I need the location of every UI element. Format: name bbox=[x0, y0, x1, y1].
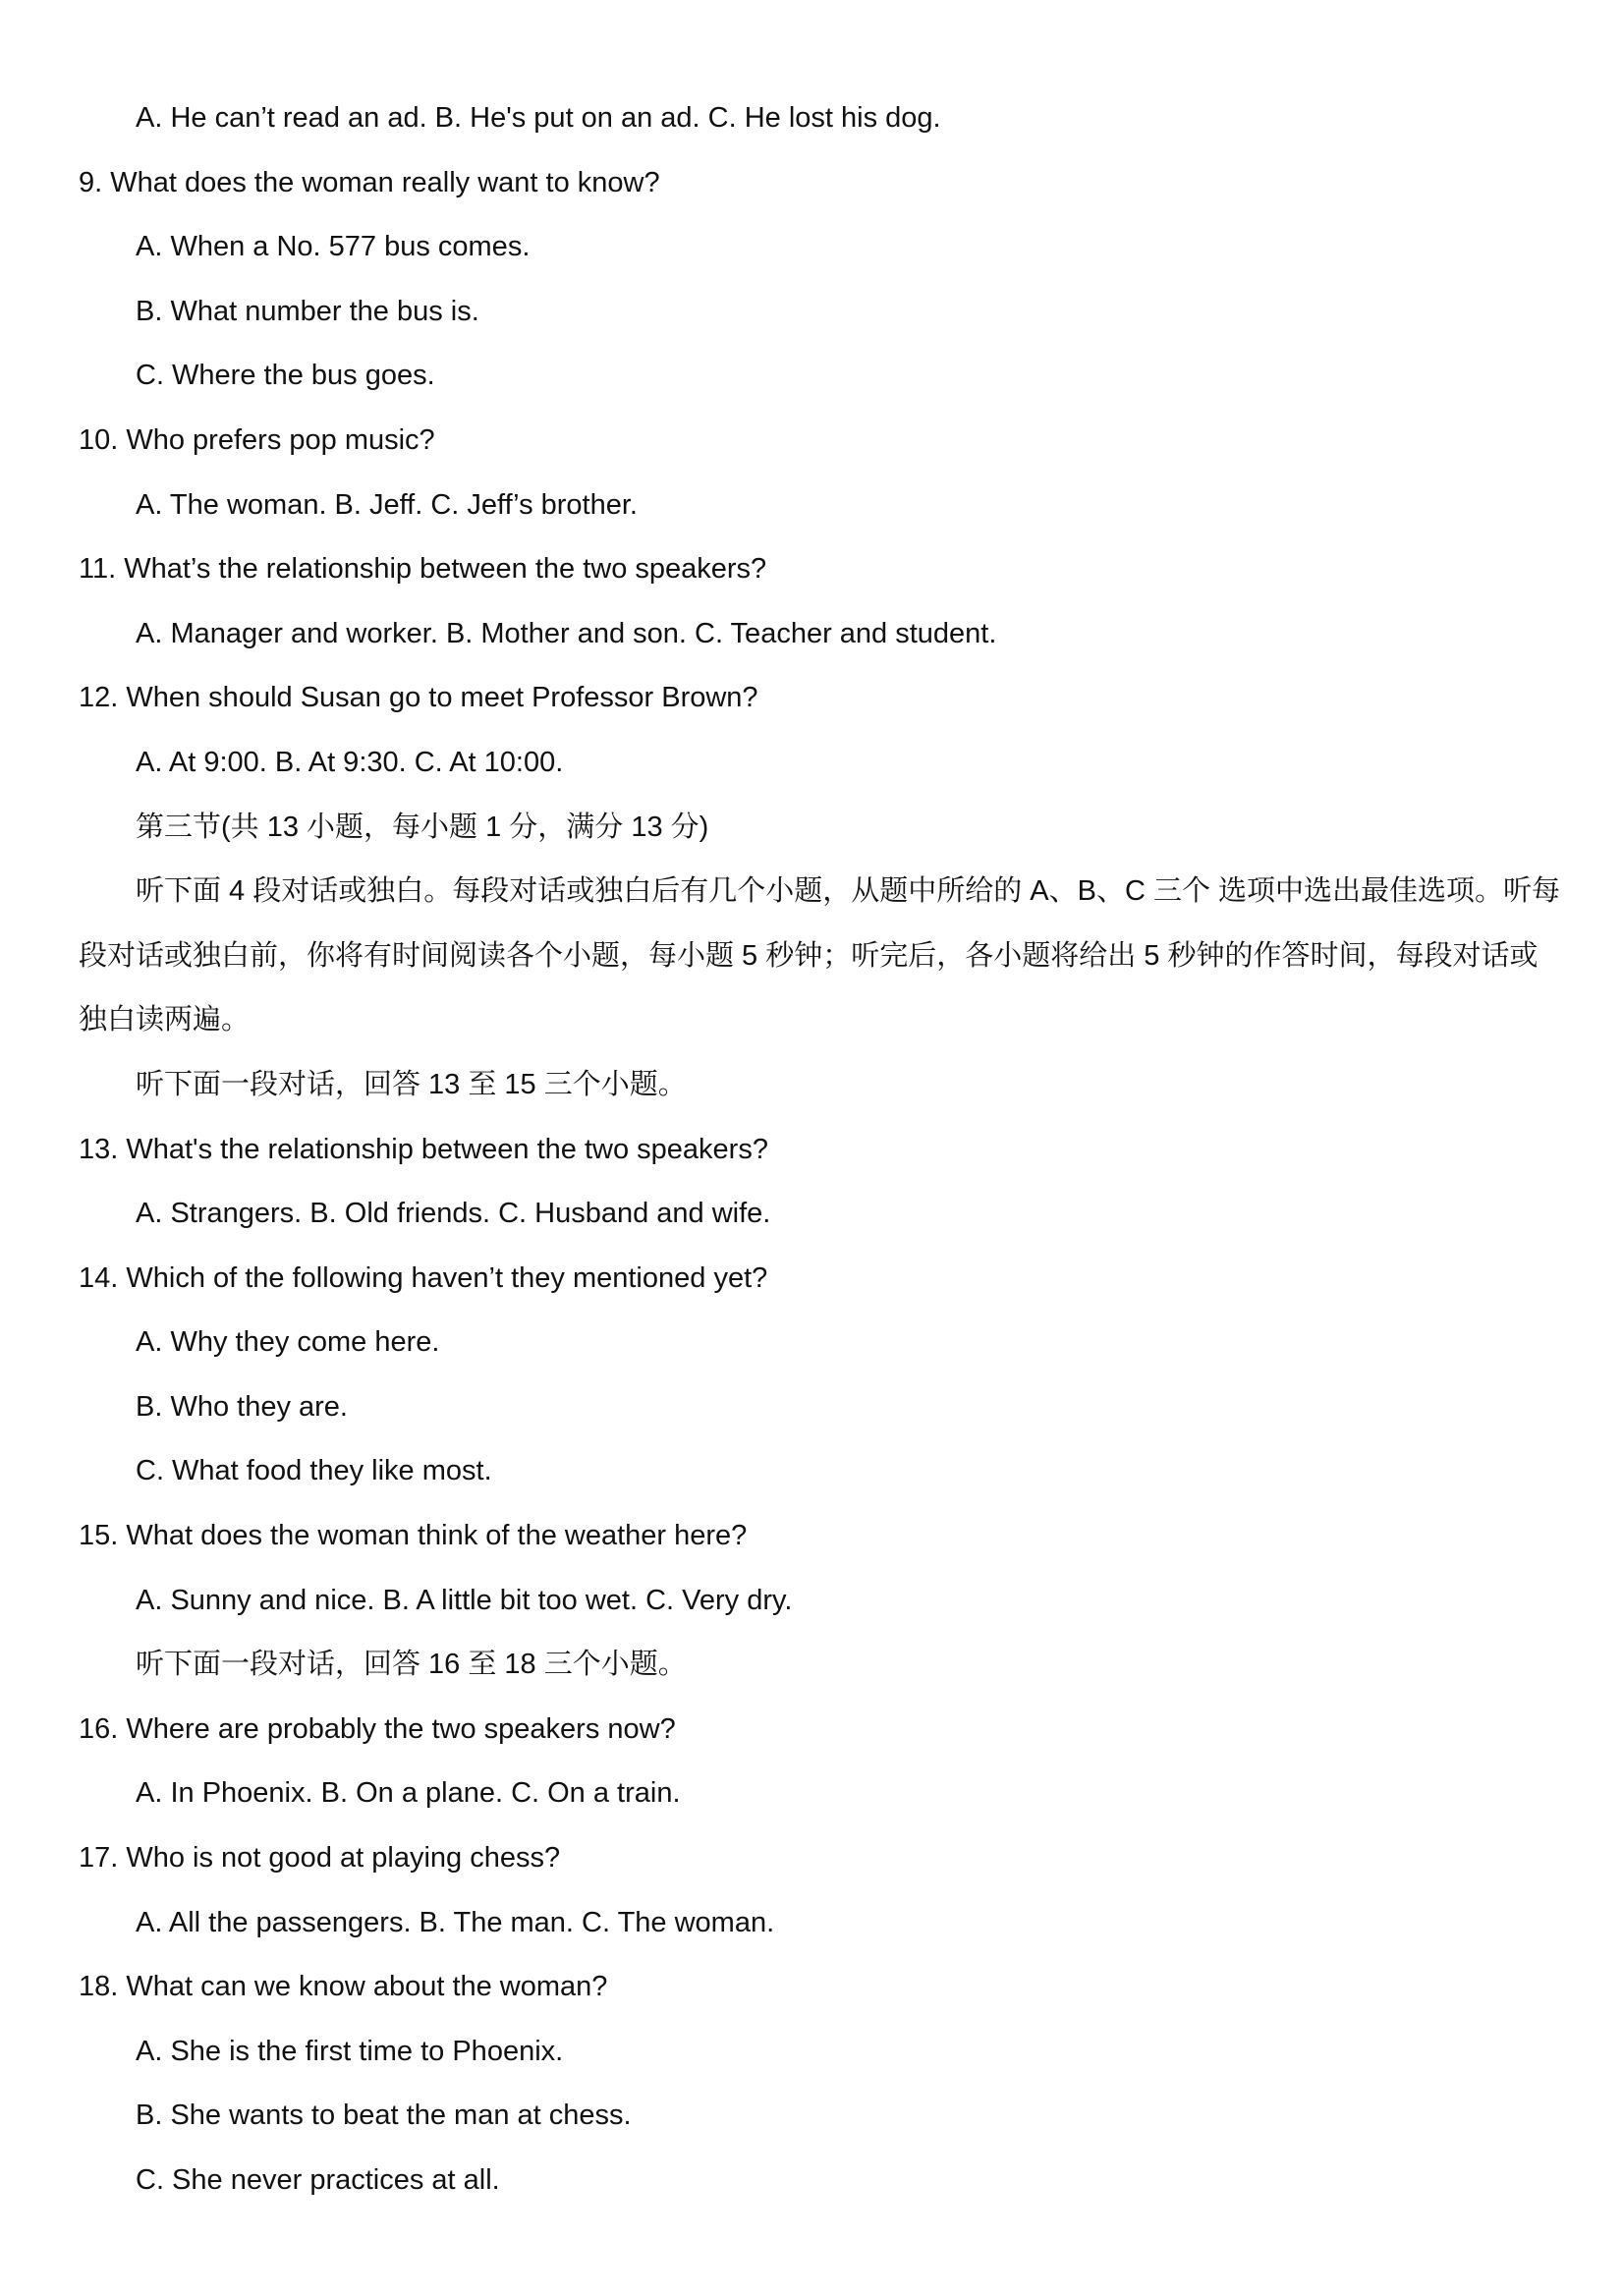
question-17: 17. Who is not good at playing chess? bbox=[79, 1842, 561, 1875]
question-14: 14. Which of the following haven’t they mentioned yet? bbox=[79, 1261, 768, 1294]
option-c-q14: C. What food they like most. bbox=[136, 1455, 492, 1487]
question-9: 9. What does the woman really want to know? bbox=[79, 166, 660, 198]
question-11: 11. What’s the relationship between the two speakers? bbox=[79, 553, 767, 586]
question-12: 12. When should Susan go to meet Professor Brown? bbox=[79, 682, 758, 714]
question-10: 10. Who prefers pop music? bbox=[79, 423, 435, 456]
answer-options-q15: A. Sunny and nice. B. A little bit too wet. C. Very dry. bbox=[136, 1584, 793, 1616]
answer-options-q17: A. All the passengers. B. The man. C. The woman. bbox=[136, 1906, 775, 1938]
answer-options-q8: A. He can’t read an ad. B. He's put on an ad. C. He lost his dog. bbox=[136, 102, 941, 134]
dialogue-intro-13-15: 听下面一段对话，回答 13 至 15 三个小题。 bbox=[136, 1068, 687, 1100]
answer-options-q12: A. At 9:00. B. At 9:30. C. At 10:00. bbox=[136, 746, 564, 778]
option-c-q18: C. She never practices at all. bbox=[136, 2164, 500, 2196]
question-13: 13. What's the relationship between the two speakers? bbox=[79, 1133, 768, 1165]
answer-options-q13: A. Strangers. B. Old friends. C. Husband and wife. bbox=[136, 1198, 771, 1230]
answer-options-q16: A. In Phoenix. B. On a plane. C. On a train. bbox=[136, 1777, 681, 1810]
option-a-q14: A. Why they come here. bbox=[136, 1326, 440, 1359]
option-b-q18: B. She wants to beat the man at chess. bbox=[136, 2100, 632, 2132]
question-16: 16. Where are probably the two speakers now? bbox=[79, 1712, 676, 1745]
dialogue-intro-16-18: 听下面一段对话，回答 16 至 18 三个小题。 bbox=[136, 1649, 687, 1681]
option-a-q18: A. She is the first time to Phoenix. bbox=[136, 2035, 564, 2067]
question-15: 15. What does the woman think of the weather here? bbox=[79, 1520, 748, 1552]
option-c-q9: C. Where the bus goes. bbox=[136, 360, 435, 392]
section-instructions: 听下面 4 段对话或独白。每段对话或独白后有几个小题，从题中所给的 A、B、C 三个 选项中选出最佳选项。听每段对话或独白前，你将有时间阅读各个小题，每小题 5 秒钟；听完后，各小题将给出 5 秒钟的作答时间，每段对话或独白读两遍。 bbox=[79, 875, 1561, 1036]
option-a-q9: A. When a No. 577 bus comes. bbox=[136, 231, 531, 263]
option-b-q9: B. What number the bus is. bbox=[136, 295, 479, 327]
option-b-q14: B. Who they are. bbox=[136, 1390, 348, 1423]
answer-options-q10: A. The woman. B. Jeff. C. Jeff’s brother. bbox=[136, 488, 638, 521]
section-heading: 第三节(共 13 小题，每小题 1 分，满分 13 分) bbox=[136, 811, 709, 843]
question-18: 18. What can we know about the woman? bbox=[79, 1971, 608, 2003]
answer-options-q11: A. Manager and worker. B. Mother and son. C. Teacher and student. bbox=[136, 617, 997, 649]
